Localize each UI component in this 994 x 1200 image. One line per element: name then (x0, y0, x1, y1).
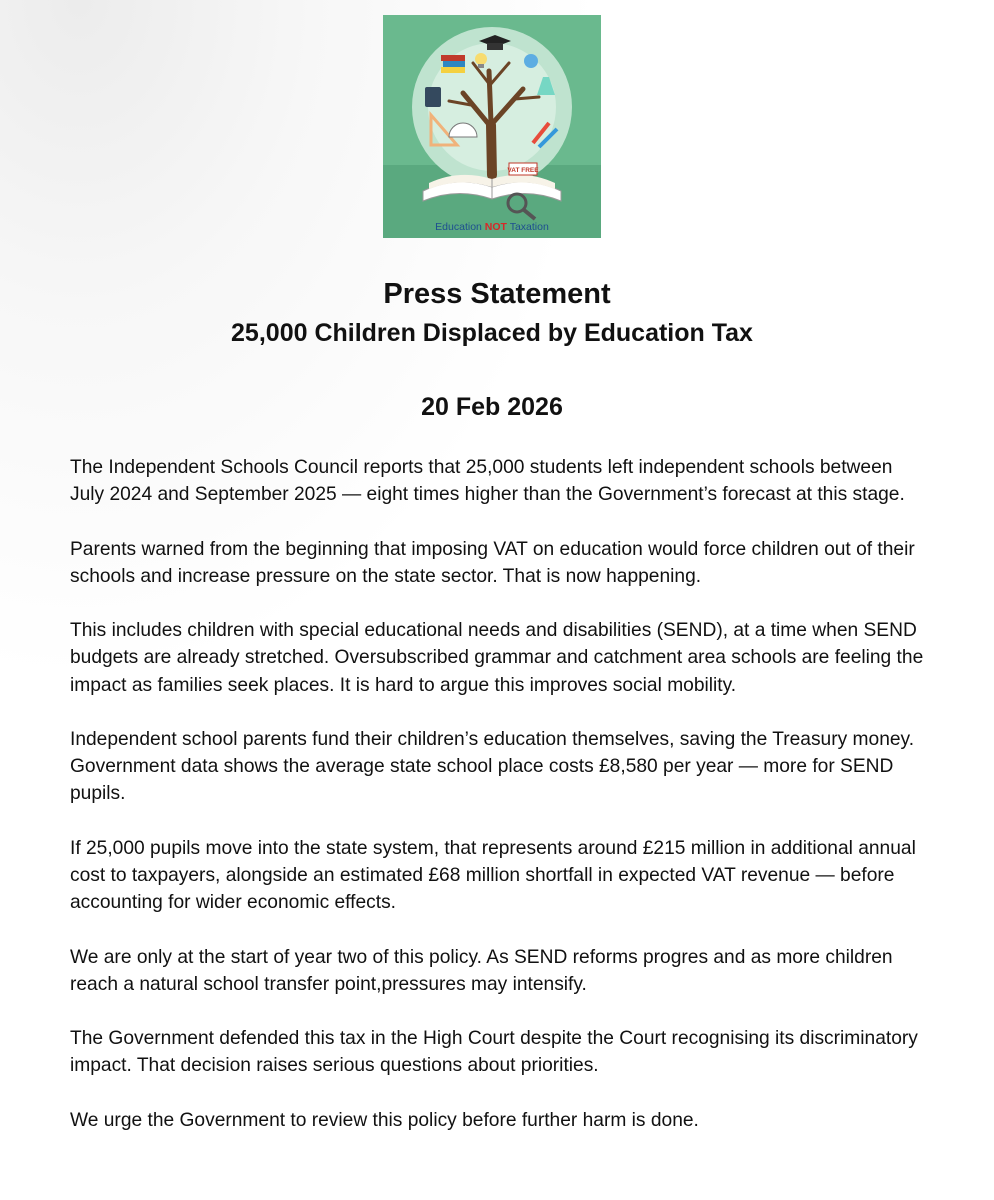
paragraph-ics-report: The Independent Schools Council reports that 25,000 students left independent schools between July 2024 and September 2025 — eight times higher than the Government’s forecast at this stage. (70, 457, 905, 506)
globe-icon (524, 54, 538, 68)
paragraph-cost: If 25,000 pupils move into the state system, that represents around £215 million in additional annual cost to taxpayers, alongside an estimated £68 million shortfall in expected VAT revenue — before accounting for wider economic effects. (70, 837, 916, 914)
calculator-icon (425, 87, 441, 107)
paragraph-high-court: The Government defended this tax in the High Court despite the Court recognising its discriminatory impact. That decision raises serious questions about priorities. (70, 1028, 918, 1077)
paragraph-parents-warned: Parents warned from the beginning that imposing VAT on education would force children out of their schools and increase pressure on the state sector. That is now happening. (70, 538, 915, 587)
paragraph-send: This includes children with special educational needs and disabilities (SEND), at a time when SEND budgets are already stretched. Oversubscribed grammar and catchment area schools are feeling the impact as families seek places. It is hard to argue this improves social mobility. (70, 620, 924, 696)
vat-free-label: VAT FREE (507, 167, 539, 174)
education-not-taxation-logo (383, 15, 601, 238)
logo-tagline-taxation: Taxation (509, 221, 549, 233)
paragraph-parents-fund: Independent school parents fund their children’s education themselves, saving the Treasury money. Government data shows the average state school place costs £8,580 per year — more for SEND pupils. (70, 728, 915, 805)
statement-subtitle: 25,000 Children Displaced by Education Tax (231, 319, 753, 347)
statement-date: 20 Feb 2026 (421, 393, 563, 421)
paragraph-year-two: We are only at the start of year two of this policy. As SEND reforms progres and as more children reach a natural school transfer point,pressures may intensify. (70, 946, 893, 995)
vat-free-tag (507, 163, 539, 175)
logo-tagline-education: Education (435, 221, 482, 233)
logo-tagline-not: NOT (484, 221, 507, 233)
page-title: Press Statement (383, 278, 611, 310)
statement-body (70, 454, 930, 1161)
paragraph-urge-review: We urge the Government to review this policy before further harm is done. (70, 1109, 699, 1131)
logo-illustration (383, 15, 601, 238)
books-icon (441, 55, 465, 73)
logo-tagline (435, 221, 549, 233)
